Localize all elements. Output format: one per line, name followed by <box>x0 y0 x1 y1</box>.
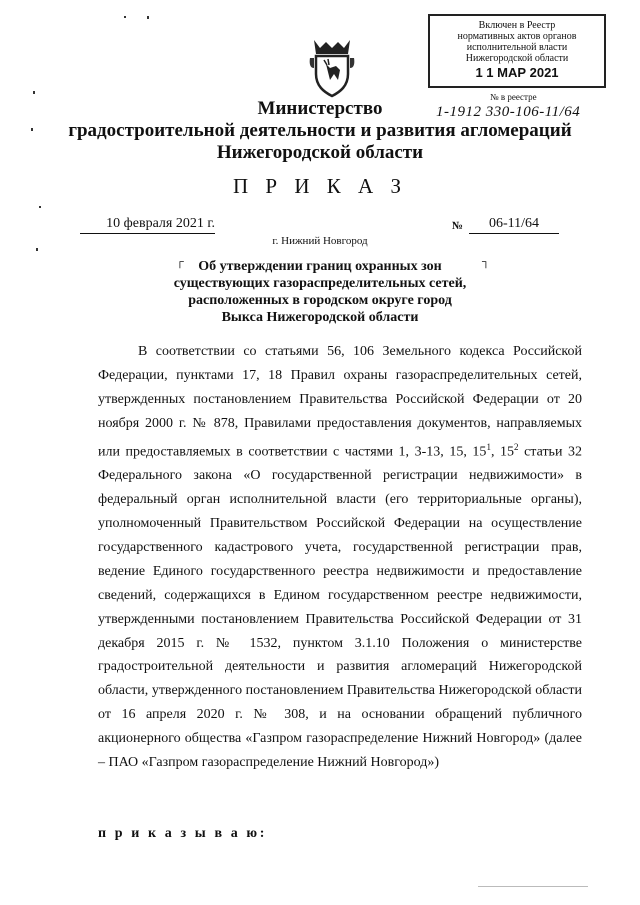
superscript: 1 <box>486 441 491 452</box>
subject-line: расположенных в городском округе город <box>188 293 452 308</box>
stamp-line: Включен в Реестр <box>478 20 556 31</box>
bracket-mark: ┌ <box>176 256 184 268</box>
superscript: 2 <box>514 441 519 452</box>
subject-line: Выкса Нижегородской области <box>221 310 419 325</box>
bracket-mark: ┐ <box>482 256 490 268</box>
subject-line: Об утверждении границ охранных зон <box>198 259 442 274</box>
preamble-text: статьи 32 Федерального закона «О государственной регистрации недвижимости» в федеральный орган исполнительной власти (его территориальные органы), уполномоченный Правительством Российской Федерации на осуществление государственного кадастрового учета, государственной регистрации прав, ведение Единого государственного реестра недвижимости и предоставление сведений, содержащихся в Едином государственном реестре недвижимости, утвержденными постановлением Правительства Российской Федерации от 31 декабря 2015 г. № 1532, пунктом 3.1.10 Положения о министерстве градостроительной деятельности и развития агломераций Нижегородской области, утвержденного постановлением Правительства Нижегородской области от 16 апреля 2020 г. № 308, и на основании обращений публичного акционерного общества «Газпром газораспределение Нижний Новгород» (далее – ПАО «Газпром газораспределение Нижний Новгород») <box>98 444 583 771</box>
document-title: П Р И К А З <box>233 174 407 198</box>
subject-line: существующих газораспределительных сетей, <box>173 276 467 291</box>
order-date: 10 февраля 2021 г. <box>80 216 215 234</box>
ordering-clause: п р и к а з ы в а ю: <box>98 826 267 841</box>
order-subject <box>150 258 490 326</box>
stamp-line: нормативных актов органов <box>457 31 577 42</box>
stamp-line: Нижегородской области <box>465 53 569 64</box>
order-number: 06-11/64 <box>469 216 559 234</box>
ministry-name: Нижегородской области <box>216 142 424 163</box>
ministry-name: градостроительной деятельности и развития агломераций <box>68 120 572 141</box>
place-of-issue: г. Нижний Новгород <box>272 235 368 247</box>
number-sign: № <box>452 220 464 232</box>
stamp-reg-number: 1-1912 330-106-11/64 <box>436 104 581 120</box>
scan-mark <box>147 16 149 19</box>
stamp-line: исполнительной власти <box>466 42 568 53</box>
preamble-text: , 15 <box>490 444 515 460</box>
coat-of-arms-icon <box>300 34 364 98</box>
scan-mark <box>478 886 588 887</box>
preamble-paragraph <box>98 340 582 775</box>
ministry-name: Министерство <box>257 98 383 119</box>
stamp-date: 1 1 МАР 2021 <box>475 65 559 80</box>
stamp-reg-label: № в реестре <box>490 92 537 102</box>
scan-mark <box>33 91 35 94</box>
scan-mark <box>124 16 126 18</box>
preamble-text: В соответствии со статьями 56, 106 Земельного кодекса Российской Федерации, пунктами 17, 18 Правил охраны газораспределительных сетей, утвержденных постановлением Правительства Российской Федерации от 20 ноября 2000 г. № 878, Правилами предоставления документов, направляемых или предоставляемых в соответствии с частями 1, 3-13, 15, 15 <box>98 344 582 460</box>
registry-stamp <box>428 14 606 88</box>
scan-mark <box>39 206 41 208</box>
scan-mark <box>36 248 38 251</box>
